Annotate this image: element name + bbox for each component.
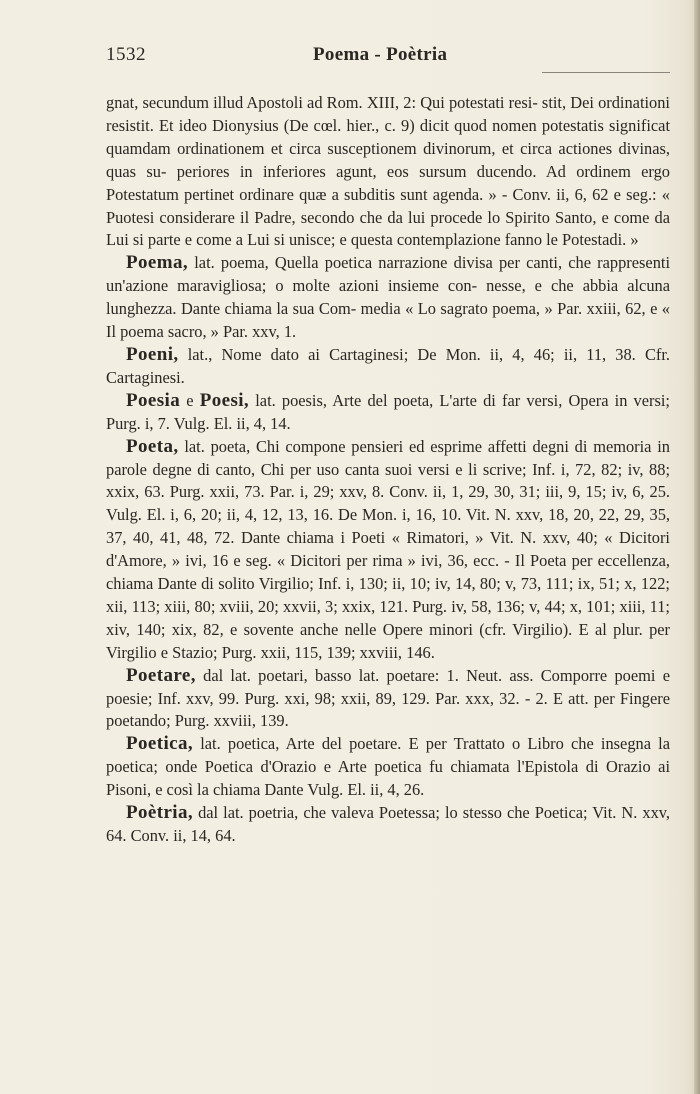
page-number: 1532 xyxy=(106,44,146,65)
headword: Poetica, xyxy=(126,733,194,755)
headword-connector: e xyxy=(186,390,194,410)
entry-body: lat. poema, Quella poetica narrazione divisa per canti, che rappresenti un'azione maravigliosa; o molte azioni insieme con- nesse, e che abbia alcuna lunghezza. Dante chiama la sua Com- media « Lo sagrato poema, » Par. xxiii, 62, e « Il poema sacro, » Par. xxv, 1. xyxy=(106,253,670,342)
headword: Poeta, xyxy=(126,435,179,457)
entry-poetica xyxy=(106,733,670,802)
entry-body: dal lat. poetria, che valeva Poetessa; lo stesso che Poetica; Vit. N. xxv, 64. Conv. ii, 14, 64. xyxy=(106,803,670,845)
page-edge-shadow xyxy=(694,0,700,1094)
headword: Poetare, xyxy=(126,664,196,686)
entry-poetare xyxy=(106,665,670,734)
entry-poeni xyxy=(106,344,670,390)
headword: Poema, xyxy=(126,252,189,274)
header-rule xyxy=(542,72,670,73)
entry-poesia xyxy=(106,390,670,436)
entry-body: lat. poesis, Arte del poeta, L'arte di far versi, Opera in versi; Purg. i, 7. Vulg. El. ii, 4, 14. xyxy=(106,390,670,433)
entry-body: lat. poetica, Arte del poetare. E per Trattato o Libro che insegna la poetica; onde Poetica d'Orazio e Arte poetica fu chiamata l'Epistola di Orazio ai Pisoni, e così la chiama Dante Vulg. El. ii, 4, 26. xyxy=(106,734,670,800)
dictionary-text xyxy=(106,92,670,848)
entry-body: lat. poeta, Chi compone pensieri ed esprime affetti degni di memoria in parole degne di canto, Chi per uso canta suoi versi e li scrive; Inf. i, 72, 82; iv, 88; xxix, 63. Purg. xxii, 73. Par. i, 29; xxv, 8. Conv. ii, 1, 29, 30, 31; iii, 9, 15; iv, 6, 25. Vulg. El. i, 6, 20; ii, 4, 12, 13, 16. De Mon. i, 16, 10. Vit. N. xxv, 18, 20, 22, 29, 35, 37, 40, 41, 48, 72. Dante chiama i Poeti « Rimatori, » Vit. N. xxv, 40; « Dicitori d'Amore, » ivi, 16 e seg. « Dicitori per rima » ivi, 36, ecc. - Il Poeta per eccellenza, chiama Dante di solito Virgilio; Inf. i, 130; ii, 10; iv, 14, 80; v, 73, 111; ix, 51; x, 122; xii, 113; xiii, 80; xviii, 20; xxvii, 3; xxix, 121. Purg. iv, 58, 136; v, 44; x, 101; xiii, 11; xiv, 140; xix, 82, e sovente anche nelle Opere minori (cfr. Virgilio). E al plur. per Virgilio e Stazio; Purg. xxii, 115, 139; xxviii, 146. xyxy=(106,436,670,662)
entry-poema xyxy=(106,252,670,344)
entry-body: lat., Nome dato ai Cartaginesi; De Mon. ii, 4, 46; ii, 11, 38. Cfr. Cartaginesi. xyxy=(106,344,670,387)
headword: Poeni, xyxy=(126,343,179,365)
page-header xyxy=(106,44,670,74)
entry-poeta xyxy=(106,436,670,665)
headword: Poètria, xyxy=(126,802,194,824)
continuation-paragraph: gnat, secundum illud Apostoli ad Rom. XIII, 2: Qui potestati resi- stit, Dei ordinationi resistit. Et ideo Dionysius (De cœl. hier., c. 9) dicit quod nomen potestatis significat quamdam ordinationem et circa susceptionem divinorum, et circa actiones divinas, quas su- periores in inferiores agunt, eos sursum ducendo. Ad ordinem ergo Potestatum pertinet ordinare quæ a subditis sunt agenda. » - Conv. ii, 6, 62 e seg.: « Puotesi considerare il Padre, secondo che da lui procede lo Spirito Santo, e come da Lui si parte e come a Lui si unisce; e questa contemplazione fanno le Potestadi. » xyxy=(106,93,670,250)
headword-variant: Poesi, xyxy=(199,389,250,411)
running-title: Poema - Poètria xyxy=(313,44,448,65)
entry-poetria xyxy=(106,802,670,848)
headword: Poesia xyxy=(126,389,181,411)
entry-body: dal lat. poetari, basso lat. poetare: 1. Neut. ass. Comporre poemi e poesie; Inf. xxv, 99. Purg. xxi, 98; xxii, 89, 129. Par. xxx, 32. - 2. E att. per Fingere poetando; Purg. xxviii, 139. xyxy=(106,665,670,731)
